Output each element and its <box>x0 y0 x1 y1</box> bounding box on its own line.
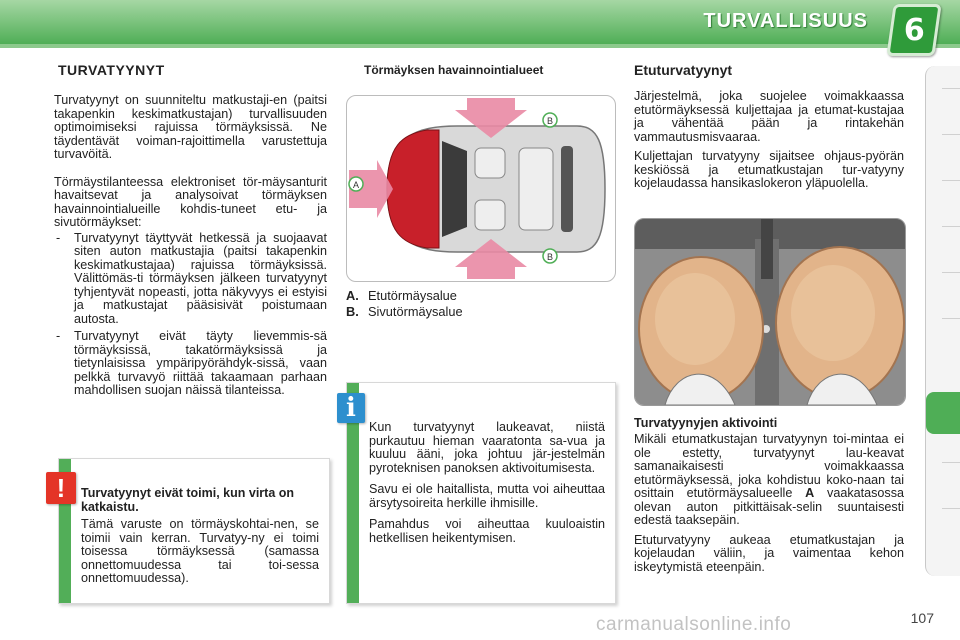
front-seat-left <box>475 148 505 178</box>
airbag-photo <box>634 218 906 406</box>
watermark: carmanualsonline.info <box>596 614 792 635</box>
warning-icon: ! <box>46 472 76 504</box>
chapter-tab-active <box>926 392 960 434</box>
activation-section <box>634 416 904 574</box>
rear-seat-bench <box>519 148 553 230</box>
marker-b-label-bottom: B <box>546 252 554 262</box>
info-paragraph: Pamahdus voi aiheuttaa kuuloaistin hetkellisen heikentymisen. <box>369 517 605 545</box>
marker-a-label: A <box>352 180 360 190</box>
warning-text: Tämä varuste on törmäyskohtai-nen, se toimii vain kerran. Turvatyy-ny ei toimi toisessa törmäyksessä (samassa onnettomuudessa tai toi-sessa onnettomuudessa). <box>81 517 319 585</box>
chapter-tab <box>942 88 960 125</box>
airbags-title: TURVATYYNYT <box>58 62 165 78</box>
chapter-tab <box>942 508 960 545</box>
sensor-paragraph: Törmäystilanteessa elektroniset tör-mäysanturit havaitsevat ja analysoivat törmäyksen havainnointialueille kohdis-tuneet etu- ja sivutörmäykset: <box>54 174 327 229</box>
warning-title: Turvatyynyt eivät toimi, kun virta on katkaistu. <box>81 486 295 514</box>
header-line <box>0 44 960 48</box>
chapter-tab <box>942 226 960 263</box>
car-top-view-illustration <box>347 96 615 281</box>
info-paragraph: Kun turvatyynyt laukeavat, niistä purkautuu hieman vaaratonta sa-vua ja kuuluu ääni, joka johtuu jär-jestelmän pyroteknisen panoksen aktivoitumisesta. <box>369 420 605 475</box>
warning-box <box>58 458 330 604</box>
front-airbags-title: Etuturvatyynyt <box>634 62 733 78</box>
list-item: - Turvatyynyt täyttyvät hetkessä ja suojaavat siten auton matkustajia (paitsi takapenkin keskimatkustajaa) rajuissa törmäyksissä. Välittömäs-ti törmäyksen jälkeen turvatyynyt tyhjentyvät nopeasti, jotta näkyvyys ei estyisi ja matkustajat pääsisivät poistumaan autosta. <box>54 232 327 327</box>
section-title: TURVALLISUUS <box>703 10 868 32</box>
diagram-legend <box>346 288 463 320</box>
airbags-intro-column <box>54 62 327 402</box>
marker-b-label-top: B <box>546 116 554 126</box>
bullet-list <box>54 232 327 398</box>
chapter-tab <box>942 318 960 355</box>
chapter-tab <box>942 180 960 217</box>
car-front-red <box>387 130 439 248</box>
front-airbags-paragraph: Järjestelmä, joka suojelee voimakkaassa etutörmäyksessä kuljettajaa ja etumat-kustajaa ja vähentää pään ja rintakehän vammautusmisvaaraa. <box>634 89 904 144</box>
activation-title: Turvatyynyjen aktivointi <box>634 416 778 430</box>
intro-paragraph: Turvatyynyt on suunniteltu matkustaji-en (paitsi takapenkin keskimatkustajan) turvallisuuden optimoimiseksi rajuissa törmäyksissä. Ne täydentävät voiman-rajoittimella varustettuja turvavöitä. <box>54 93 327 161</box>
passenger-airbag-paragraph: Etuturvatyyny aukeaa etumatkustajan ja kojelaudan väliin, ja vaimentaa kehon iskeytymistä eteenpäin. <box>634 532 904 574</box>
page-header <box>0 0 960 52</box>
info-paragraph: Savu ei ole haitallista, mutta voi aiheuttaa ärsytysoireita herkille ihmisille. <box>369 482 605 510</box>
chapter-tab <box>942 272 960 309</box>
deployed-airbags-illustration <box>635 219 905 405</box>
airbag-location-paragraph: Kuljettajan turvatyyny sijaitsee ohjaus-pyörän keskiössä ja etumatkustajan tur-vatyyny kojelaudassa hansikaslokeron yläpuolella. <box>634 149 904 190</box>
info-icon: i <box>337 393 365 423</box>
legend-item: B. Sivutörmäysalue <box>346 304 463 319</box>
chapter-tab <box>942 462 960 499</box>
diagram-title: Törmäyksen havainnointialueet <box>364 63 544 77</box>
chapter-tabs <box>925 66 960 576</box>
front-seat-right <box>475 200 505 230</box>
windshield <box>442 141 467 237</box>
list-item: - Turvatyynyt eivät täyty lievemmis-sä törmäyksissä, takatörmäyksissä ja tietynlaisissa ympäripyörähdyk-sissä, vaan pelkkä turvavyö riittää takaamaan parhaan mahdollisen suojan näissä tilanteissa. <box>54 330 327 398</box>
activation-paragraph: Mikäli etumatkustajan turvatyynyn toi-mintaa ei ole estetty, turvatyynyt lau-keavat samanaikaisesti voimakkaassa etutörmäyksessä, joka kohdistuu koko-naan tai osittain etutörmäysalueelle A vaakatasossa olevan auton pitkittäisak-selin suuntaisesti edestä taaksepäin. <box>634 432 905 527</box>
impact-zones-diagram <box>346 95 616 282</box>
legend-item: A. Etutörmäysalue <box>346 288 457 303</box>
page-number: 107 <box>910 610 934 626</box>
chapter-number: 6 <box>903 12 925 48</box>
front-airbags-column <box>634 62 904 191</box>
info-box <box>346 382 616 604</box>
chapter-tab <box>942 134 960 171</box>
chapter-badge <box>886 4 941 56</box>
rear-window <box>561 146 573 232</box>
